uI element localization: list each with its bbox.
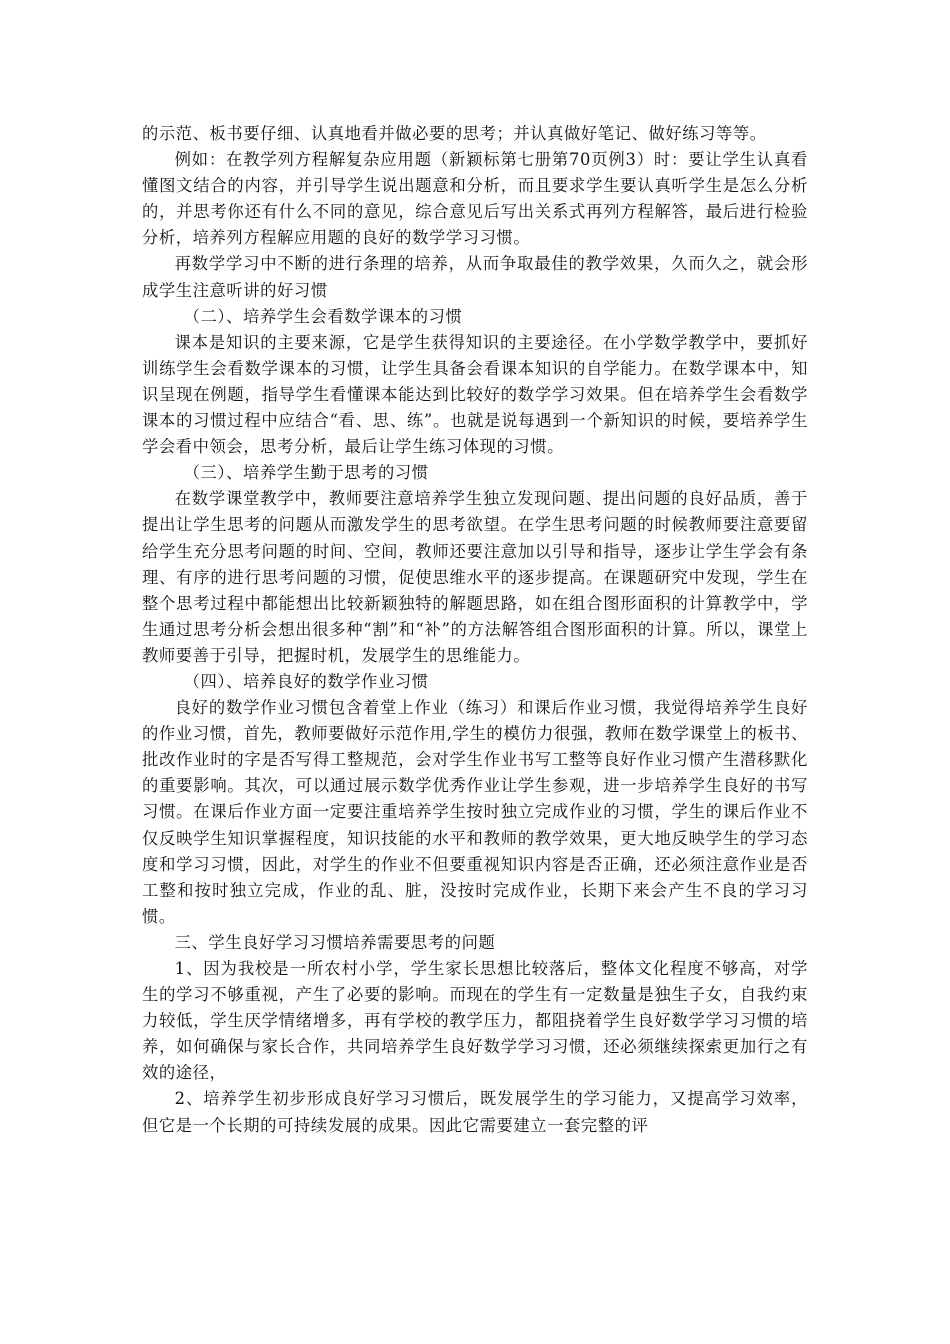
paragraph-issue-2: 2、培养学生初步形成良好学习习惯后，既发展学生的学习能力，又提高学习效率，但它是一个长期的可持续发展的成果。因此它需要建立一套完整的评 [142,1089,808,1135]
paragraph-homework-habit: 良好的数学作业习惯包含着堂上作业（练习）和课后作业习惯，我觉得培养学生良好的作业习惯，首先，教师要做好示范作用,学生的模仿力很强，教师在数学课堂上的板书、批改作业时的字是否写得工整规范，会对学生作业书写工整等良好作业习惯产生潜移默化的重要影响。其次，可以通过展示数学优秀作业让学生参观，进一步培养学生良好的书写习惯。在课后作业方面一定要注重培养学生按时独立完成作业的习惯，学生的课后作业不仅反映学生知识掌握程度，知识技能的水平和教师的教学效果，更大地反映学生的学习态度和学习习惯，因此，对学生的作业不但要重视知识内容是否正确，还必须注意作业是否工整和按时独立完成，作业的乱、脏，没按时完成作业，长期下来会产生不良的学习习惯。 [142,698,808,926]
paragraph-issue-1: 1、因为我校是一所农村小学，学生家长思想比较落后，整体文化程度不够高，对学生的学习不够重视，产生了必要的影响。而现在的学生有一定数量是独生子女，自我约束力较低，学生厌学情绪增多，再有学校的教学压力，都阻挠着学生良好数学学习习惯的培养，如何确保与家长合作，共同培养学生良好数学学习习惯，还必须继续探索更加行之有效的途径， [142,959,808,1083]
paragraph-listening-habit: 再数学学习中不断的进行条理的培养，从而争取最佳的教学效果，久而久之，就会形成学生注意听讲的好习惯 [142,254,808,300]
paragraph-textbook-habit: 课本是知识的主要来源，它是学生获得知识的主要途径。在小学数学教学中，要抓好训练学生会看数学课本的习惯，让学生具备会看课本知识的自学能力。在数学课本中，知识呈现在例题，指导学生看懂课本能达到比较好的数学学习效果。但在培养学生会看数学课本的习惯过程中应结合“看、思、练”。也就是说每遇到一个新知识的时候，要培养学生学会看中领会，思考分析，最后让学生练习体现的习惯。 [142,332,808,457]
paragraph-example-equation: 例如：在教学列方程解复杂应用题（新颖标第七册第70页例3）时：要让学生认真看懂图文结合的内容，并引导学生说出题意和分析，而且要求学生要认真听学生是怎么分析的，并思考你还有什么不同的意见，综合意见后写出关系式再列方程解答，最后进行检验分析，培养列方程解应用题的良好的数学学习习惯。 [142,150,808,248]
section-heading-three: 三、学生良好学习习惯培养需要思考的问题 [174,932,496,952]
section-heading-3: （三）、培养学生勤于思考的习惯 [183,463,429,483]
document-page [142,121,808,1139]
section-heading-2: （二）、培养学生会看数学课本的习惯 [183,306,463,326]
section-heading-4: （四）、培养良好的数学作业习惯 [183,671,429,691]
paragraph-continuation: 的示范、板书要仔细、认真地看并做必要的思考；并认真做好笔记、做好练习等等。 [142,124,767,143]
paragraph-thinking-habit: 在数学课堂教学中，教师要注意培养学生独立发现问题、提出问题的良好品质，善于提出让学生思考的问题从而激发学生的思考欲望。在学生思考问题的时候教师要注意要留给学生充分思考问题的时间、空间，教师还要注意加以引导和指导，逐步让学生学会有条理、有序的进行思考问题的习惯，促使思维水平的逐步提高。在课题研究中发现，学生在整个思考过程中都能想出比较新颖独特的解题思路，如在组合图形面积的计算教学中，学生通过思考分析会想出很多种“割”和“补”的方法解答组合图形面积的计算。所以，课堂上教师要善于引导，把握时机，发展学生的思维能力。 [142,489,808,665]
